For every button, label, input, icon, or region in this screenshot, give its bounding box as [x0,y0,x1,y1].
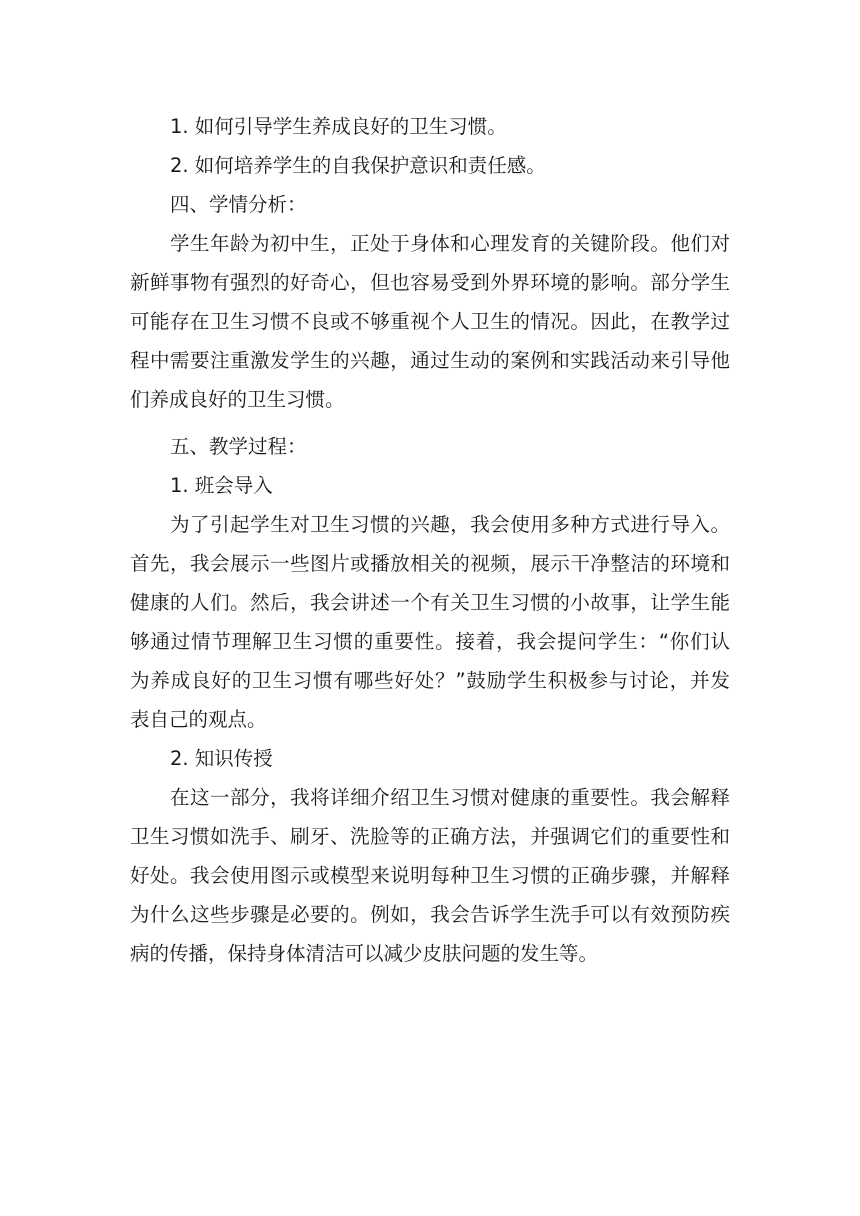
key-point-2: 2. 如何培养学生的自我保护意识和责任感。 [170,154,546,177]
paragraph-line: 新鲜事物有强烈的好奇心，但也容易受到外界环境的影响。部分学生 [130,271,730,294]
paragraph-line: 为养成良好的卫生习惯有哪些好处？”鼓励学生积极参与讨论，并发 [130,669,730,692]
section-heading-teaching-process: 五、教学过程： [170,435,307,458]
paragraph-line: 为了引起学生对卫生习惯的兴趣，我会使用多种方式进行导入。 [170,513,730,536]
paragraph-line: 在这一部分，我将详细介绍卫生习惯对健康的重要性。我会解释 [170,786,730,809]
paragraph-line: 学生年龄为初中生，正处于身体和心理发育的关键阶段。他们对 [170,232,730,255]
paragraph-line: 为什么这些步骤是必要的。例如，我会告诉学生洗手可以有效预防疾 [130,903,730,926]
paragraph-line: 健康的人们。然后，我会讲述一个有关卫生习惯的小故事，让学生能 [130,591,730,614]
document-body [130,107,730,973]
paragraph-line: 们养成良好的卫生习惯。 [130,388,345,411]
key-point-1: 1. 如何引导学生养成良好的卫生习惯。 [170,115,507,138]
step-heading-knowledge: 2. 知识传授 [170,747,273,770]
paragraph-knowledge [130,778,730,973]
paragraph-line: 表自己的观点。 [130,708,267,731]
paragraph-line: 卫生习惯如洗手、刷牙、洗脸等的正确方法，并强调它们的重要性和 [130,825,730,848]
paragraph-line: 可能存在卫生习惯不良或不够重视个人卫生的情况。因此，在教学过 [130,310,730,333]
paragraph-intro [130,505,730,739]
step-heading-intro: 1. 班会导入 [170,474,273,497]
paragraph-line: 病的传播，保持身体清洁可以减少皮肤问题的发生等。 [130,942,599,965]
paragraph-line: 首先，我会展示一些图片或播放相关的视频，展示干净整洁的环境和 [130,552,730,575]
section-heading-learner-analysis: 四、学情分析： [170,193,307,216]
paragraph-learner-analysis [130,224,730,419]
paragraph-line: 程中需要注重激发学生的兴趣，通过生动的案例和实践活动来引导他 [130,349,730,372]
paragraph-line: 好处。我会使用图示或模型来说明每种卫生习惯的正确步骤，并解释 [130,864,730,887]
paragraph-line: 够通过情节理解卫生习惯的重要性。接着，我会提问学生：“你们认 [130,630,730,653]
